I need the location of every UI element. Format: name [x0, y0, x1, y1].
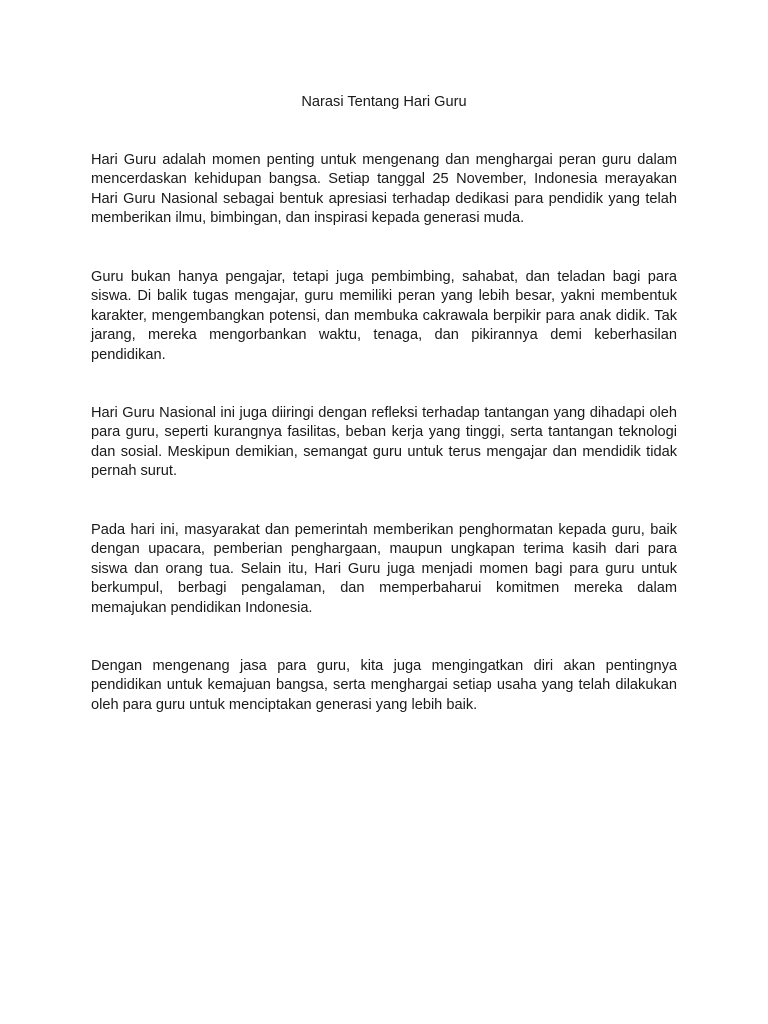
- paragraph-4: Pada hari ini, masyarakat dan pemerintah memberikan penghormatan kepada guru, baik dengan upacara, pemberian penghargaan, maupun ungkapan terima kasih dari para siswa dan orang tua. Selain itu, Hari Guru juga menjadi momen bagi para guru untuk berkumpul, berbagi pengalaman, dan memperbaharui komitmen mereka dalam memajukan pendidikan Indonesia.: [91, 522, 677, 616]
- paragraph-3: Hari Guru Nasional ini juga diiringi dengan refleksi terhadap tantangan yang dihadapi oleh para guru, seperti kurangnya fasilitas, beban kerja yang tinggi, serta tantangan teknologi dan sosial. Meskipun demikian, semangat guru untuk terus mengajar dan mendidik tidak pernah surut.: [91, 405, 677, 480]
- paragraph-1: Hari Guru adalah momen penting untuk mengenang dan menghargai peran guru dalam mencerdaskan kehidupan bangsa. Setiap tanggal 25 November, Indonesia merayakan Hari Guru Nasional sebagai bentuk apresiasi terhadap dedikasi para pendidik yang telah memberikan ilmu, bimbingan, dan inspirasi kepada generasi muda.: [91, 152, 677, 227]
- paragraph-2: Guru bukan hanya pengajar, tetapi juga pembimbing, sahabat, dan teladan bagi para siswa. Di balik tugas mengajar, guru memiliki peran yang lebih besar, yakni membentuk karakter, mengembangkan potensi, dan membuka cakrawala berpikir para anak didik. Tak jarang, mereka mengorbankan waktu, tenaga, dan pikirannya demi keberhasilan pendidikan.: [91, 269, 677, 363]
- document-title: Narasi Tentang Hari Guru: [301, 94, 467, 110]
- paragraph-5: Dengan mengenang jasa para guru, kita juga mengingatkan diri akan pentingnya pendidikan untuk kemajuan bangsa, serta menghargai setiap usaha yang telah dilakukan oleh para guru untuk menciptakan generasi yang lebih baik.: [91, 658, 677, 713]
